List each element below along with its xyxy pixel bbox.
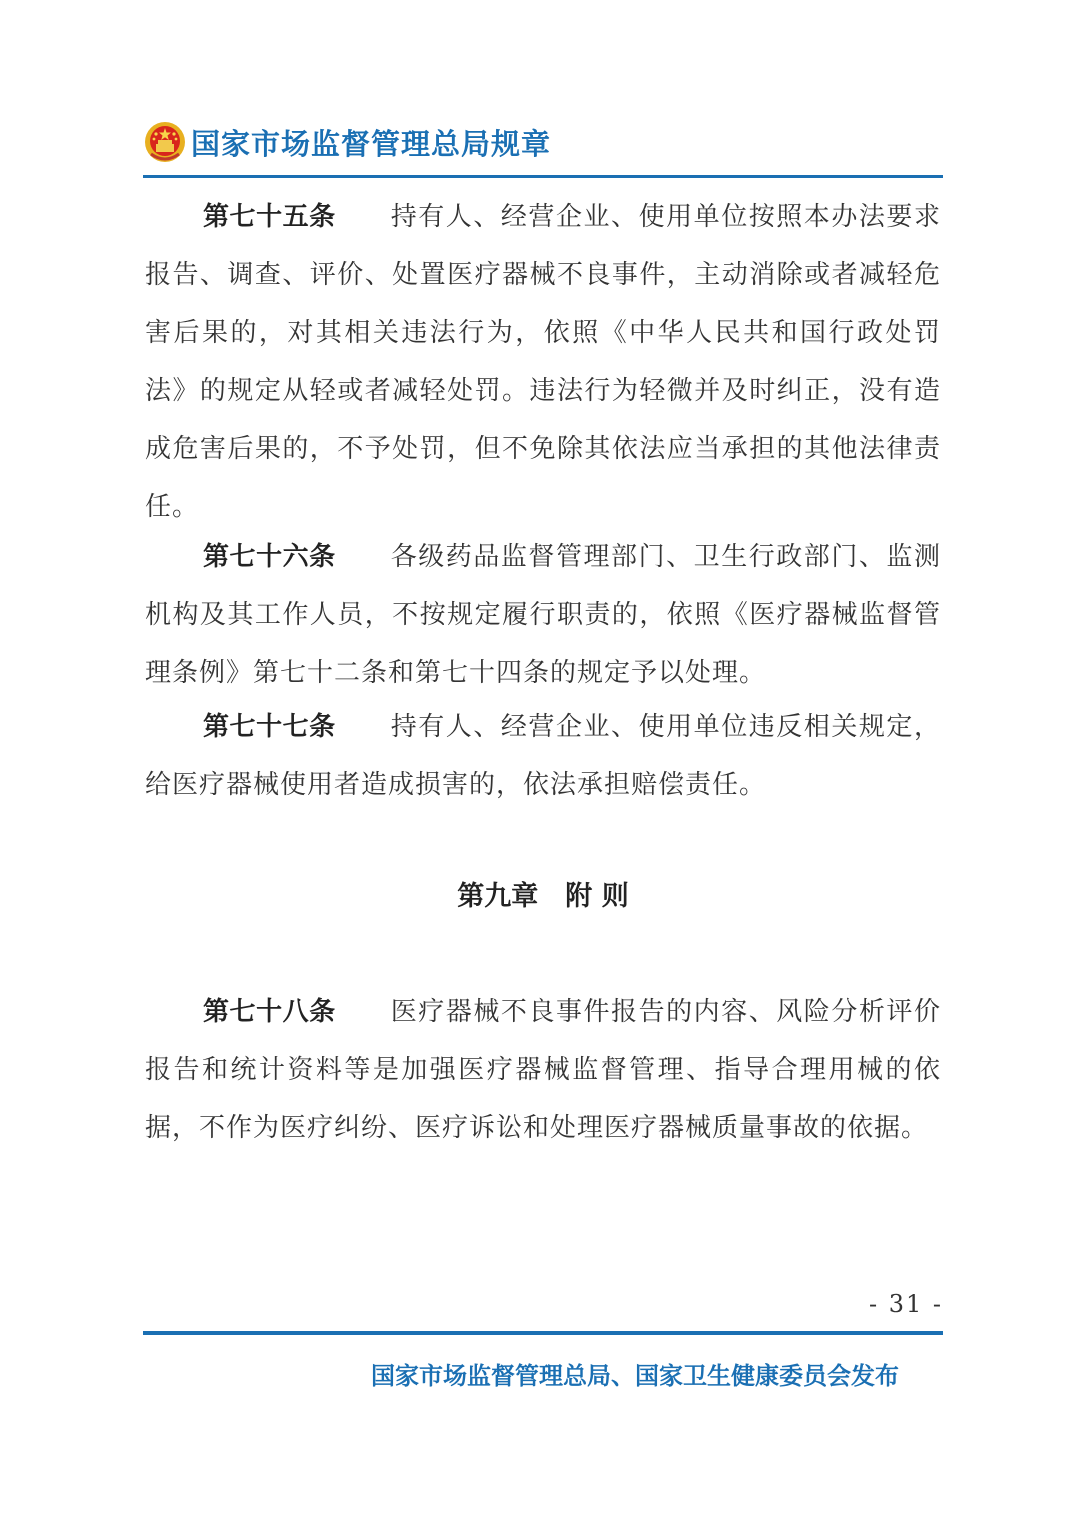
article-76 <box>145 528 941 702</box>
article-text: 各级药品监督管理部门、卫生行政部门、监测机构及其工作人员，不按规定履行职责的，依照《医疗器械监督管理条例》第七十二条和第七十四条的规定予以处理。 <box>145 542 941 688</box>
article-78 <box>145 983 941 1157</box>
chapter-heading: 第九章 附 则 <box>457 881 629 912</box>
article-number: 第七十五条 <box>203 202 336 232</box>
article-text: 持有人、经营企业、使用单位违反相关规定，给医疗器械使用者造成损害的，依法承担赔偿责任。 <box>145 712 941 800</box>
article-75 <box>145 188 941 536</box>
article-text: 持有人、经营企业、使用单位按照本办法要求报告、调查、评价、处置医疗器械不良事件，主动消除或者减轻危害后果的，对其相关违法行为，依照《中华人民共和国行政处罚法》的规定从轻或者减轻处罚。违法行为轻微并及时纠正，没有造成危害后果的，不予处罚，但不免除其依法应当承担的其他法律责任。 <box>145 202 941 522</box>
article-number: 第七十六条 <box>203 542 336 572</box>
article-number: 第七十七条 <box>203 712 336 742</box>
article-text: 医疗器械不良事件报告的内容、风险分析评价报告和统计资料等是加强医疗器械监督管理、指导合理用械的依据，不作为医疗纠纷、医疗诉讼和处理医疗器械质量事故的依据。 <box>145 997 941 1143</box>
header-title: 国家市场监督管理总局规章 <box>191 126 552 161</box>
footer-divider <box>143 1331 943 1335</box>
national-emblem-icon <box>143 120 187 164</box>
footer-publisher: 国家市场监督管理总局、国家卫生健康委员会发布 <box>371 1362 899 1390</box>
article-number: 第七十八条 <box>203 997 336 1027</box>
header-divider <box>143 175 943 178</box>
page-number: - 31 - <box>868 1290 943 1318</box>
article-77 <box>145 698 941 814</box>
page-header <box>143 112 943 172</box>
